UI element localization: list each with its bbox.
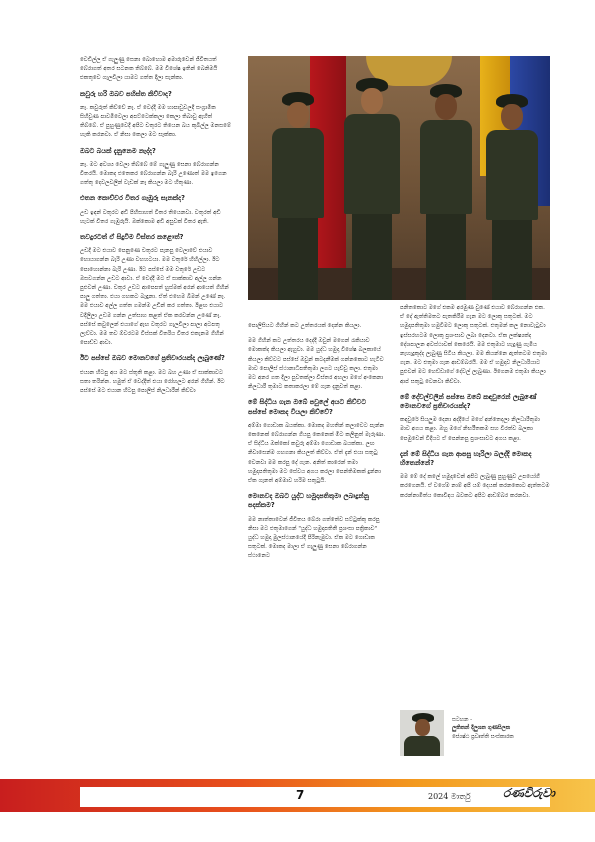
page-number: 7 — [296, 788, 305, 802]
footer-strip — [80, 787, 550, 807]
uniform — [404, 736, 440, 756]
officer-1 — [268, 92, 328, 300]
question-heading: මේ සිද්ධිය ගැන ඔබේ පවුලේ අයට කිව්වට පස්සේ මොකද වියලා කිව්වේ? — [248, 398, 367, 416]
question-heading: තවදුරටත් ඒ සිදුවීම විස්තර කළොත්? — [80, 233, 184, 242]
author-credit — [400, 706, 550, 758]
award-ceremony-photo — [248, 56, 550, 300]
question-heading: දැන් මේ සිද්ධිය ගැන ආපසු හැරිලා බලද්දි මොකද හිතෙන්නේ? — [400, 449, 532, 468]
question-heading: මේ දේවල්වලින් පස්සෙ ඔබේ කඳවුරෙන් ලැබුණේ මොනවගේ ප්‍රතිචාරයක්ද? — [400, 392, 537, 411]
author-text — [452, 716, 514, 741]
issue-date: 2024 මාර්තු — [428, 792, 471, 801]
question-heading: එතන කොච්චර විතර ගැඹුරු සැනක්ද? — [80, 194, 185, 203]
magazine-logo: රණවිරුවා — [503, 786, 555, 800]
uniform — [344, 114, 400, 214]
officer-4 — [484, 94, 540, 300]
article-column-3 — [400, 304, 550, 507]
paragraph: නෑ. කවුරුත් කිව්වේ නෑ. ඒ වෙද්දි මම හාපාඩුවලදි සංග්‍රාමික සිහිවුණ පාවමිවෙලා අපට්ටෙක්කලා කෙලා තිබාවු ඇහිත් තිබ්බේ. ඒ පුහුණුවෙදි අපිට චතුරට තියෙන බය කුබිල්ල මනසමේ හැකි කරනවා. ඒ නිසා කෙලා මට සෑක්කා. — [80, 104, 231, 139]
paragraph: මම ගිහින් කට උත්තරය දෙද්දි ඔවුන් මගෙන් රැකියාව මොකක්ද කියලා ඇහුවා. මම යුද්ධ හමුදා විශේෂ බලකායේ කියලා කිව්වට පස්සේ ඔවුන් කටදැනීමක් ගන්නකොට හැටිව මාව පොලිස් ස්ථානාධිපතිතුමා ලගට යැව්වු කලා. එතුමා මට අනර ගත දිලා පුවතක්ලා විස්තර අහලා මගේ අංකෙනා නිලධාරී තුමාට කතාකරලා මේ ගැන දැනුවත් කළා. — [248, 338, 384, 391]
question-heading: කවුරු හරි ඔබව පහිස්ත කිව්වාද? — [80, 89, 172, 98]
paragraph: උඩ ඉඳන් වතුරට අඩි පිහිසාහත් විතර තියෙනවා. වතුරත් අඩි හැටක් විතර ගැඹුරුයි. ඔක්කොම අඩි අසුවක් විතර ඇති. — [80, 209, 221, 225]
author-role: ජ්‍යෙෂ්ඨ ප්‍රවෘත්ති සංස්කාරක — [452, 733, 514, 740]
paragraph: පනිතකොට මගේ එකම අරමුණ වුණේ එයාව බේරාගන්න එක. ඒ දේ ඇත්තිමතට පැතකිරීම ගැන මට ලොකු සතුටක්. මට හමුදාපතිතුමා හමුවීමට ලොකු සතුටක්. එතුමන් කල නොවැටුවා ඉස්සරහටම ලොකු ප්‍රශංසාව ලබා දෙනවා. ඒක ලක්ෂ්‍යක්ද දේශපාලන අවස්ථාවක් කෙරෙයි. මම එතුමාට හැදුණු ගැමිය නැහැදුකුද්ද ලැබුණු සිටිය කියලා. මම කියන්නෙ ඇත්තටම එතුමා ගැන. මට එතුමා ගැන ආඩම්බරයි. මම ඒ හමුදාව නිලධාරියාට පුළුවන් මට හෙඩ්ඩාගේ දේවල් ලැබුණා. ඊගෙනම එතුමා කියලා ආප් සතුටු වෙනවා කිව්වා. — [400, 305, 547, 385]
face — [361, 88, 383, 114]
officer-2 — [340, 78, 404, 300]
paragraph: කඳවුරේ සියලුම දෙනා අද්දියේ මගේ අන්තෙදලා නිලධාරීතුමා මාව අගය කළා. ඔහු මගේ නිර්භීතකම සහ වීරත්ව බලකා පෙමුවෙන් විදියට ඒ පෙන්නපු ප්‍රශංසාවට අගය කළා. — [400, 417, 540, 442]
article-column-1 — [80, 56, 232, 402]
legs — [278, 218, 318, 300]
uniform — [420, 120, 472, 214]
question-heading: මොනවද ඔබට යුද්ධ හමුදාපතිතුමා ලබාදුන්නු පදක්කම? — [248, 492, 369, 510]
paragraph: උඩදී මට එයාව පෙනුණෙ චතුරට පැනපු වෙලාවේ එයාව හොයාගන්න බැරි උණා වහහටයා. මම වතුරේ හිහිල්ලා. ඊට පොහොන්නා බැරි උණා. ඊට පස්සේ මම වතුරේ උඩට ඔසවගන්න උඩට ආවා. ඒ වෙද්දි මට ඒ සාක්කාව අල්ල ගන්න පුළුවන් උණා. චතුර උඩට ආපෙපත් හුස්මක් අරන් ආයෙත් ගිහින් පාලු ගත්තා. එයා ගහකට බැඳුනා. ඒත් එහෙම බිමන් උණේ නෑ. මම එයාව අල්ල ගත්ත ගමන්ම උඩින් කර ගත්තා. ඊළඟ එයාට වදිලිලා උඩම ගන්න උත්සාහ කළත් ඒක කරවන්න උණේ නෑ. පස්සේ කවුලෙන් එයාගේ ඇඟ වතුරට ගැලවිලා පාලා අටපතු ලැව්වා. මම තව ඕවරටම විස්සක් විතරිය විතර එකැනම ගිහින් පොඩ්ඩ ආවා. — [80, 248, 229, 347]
paragraph: මම මේ දේ කලේ හමුදාවෙන් අපිට ලැබුණු පුහුණුව උපයෝගී කරගෙනයි. ඒ වගේම නාම් අපි යම් දෙයක් කරනකොට ඇත්තටම කරන්නාමිත්ය කොවිඳය බවකට අපිට ආඩම්බර කරනවා. — [400, 474, 550, 499]
officer-3 — [416, 84, 476, 300]
legs — [352, 214, 392, 300]
uniform — [486, 130, 538, 220]
face — [415, 719, 430, 736]
paragraph: මම නාත්තාවෙන් ජීවිතය බේරා ගත්තේව සට්ටුක්කු කරපු නිසා මට එතුමාගෙන් "යුද්ධ හමුදාපතිතී ප්‍රශංසා පත්‍රිකාව" යුද්ධ හමුදා මුලස්ථානයේදී පිරිනැමුවා. ඒක මට ගොඩාක සතුටක්. මොකද මාලා ඒ ගැලුණු සෙනා බේරාගන්න ස්ථානෙට — [248, 516, 380, 560]
question-heading: ඊට පස්සේ ඔබව මොනවගේ ප්‍රතිචාරයක්ද ලැබුණේ? — [80, 354, 225, 363]
face — [287, 102, 309, 128]
interview-label: සටහන - — [452, 717, 473, 723]
author-portrait — [400, 710, 444, 756]
article-column-2 — [248, 322, 386, 568]
paragraph: අම්මා ගොඩාක බයක්කා. මොකද මහතින් කලාවෙට පැන්න කෙනෙක් බේරාගන්න ගියපු කෙනෙක් මිට කලිනුත් මැරුණා. ඒ සිද්ධිය ඔක්කෝ කවුරු අම්මා ගොඩාක බයක්කා. ලඟ නිවාසෙන්ම ගහගනා කියලත් කිව්වා. ඒත් දැන් එයා සතුටු වෙනවා මම කරපු දේ ගැන. අනිත් කාරෙන් තමා හමුදාපතිතුමා මට සේවය අගය කරලා පෙන්තිමකක් දුන්නා ඒක ගැනත් අම්මාව හරිම සතුටුයි. — [248, 422, 386, 485]
paragraph: එයාන හිටපු අය මට ස්තූති කළා. මට බහ උණා ඒ සාක්කාවට සතා තරින්න. හමුත් ඒ වෙද්දිත් එයා රෝහලට අරන් ගිහින්. ඊට පස්සේ මට එයාන හිටපු පොලිස් නිලධාරීන් කිව්වා — [80, 369, 225, 395]
paragraph: වෙඩිල්ල ඒ ගැලුණු සෙනා බොහොම අමාරුවෙන් ජීවිතයත් බේරාගත් අතර සටනක තිබ්බේ. මම විශේෂ ඉතින් බෙනිමයි එකතුවෙ ගැලවිලා යාමට ගත්ත දිලා සැන්කා. — [80, 57, 218, 82]
face — [501, 104, 523, 130]
legs — [426, 214, 466, 300]
uniform — [272, 128, 324, 218]
question-heading: ඔබට බයක් දැනුනෙම නැද්ද? — [80, 146, 156, 155]
face — [435, 94, 457, 120]
author-name: ලුතිතන් දිලුශන ගුණසිලක — [452, 725, 511, 732]
legs — [492, 220, 532, 300]
paragraph: නෑ. මට අවශ්‍ය වෙලා තිබ්බේ මේ ගැලුණු සෙනා බේරාගන්න විතරයි. මොකද එතෙකර බේරාගන්න බැරි උණොත් මම ඉගෙන ගත්තු දෙවලවලින් වැඩක් නෑ කියලා මට හිතුණා. — [80, 161, 227, 187]
paragraph: පොලිසියට ගිහින් කට උත්තරයක් දෙන්න කියලා. — [248, 323, 362, 329]
